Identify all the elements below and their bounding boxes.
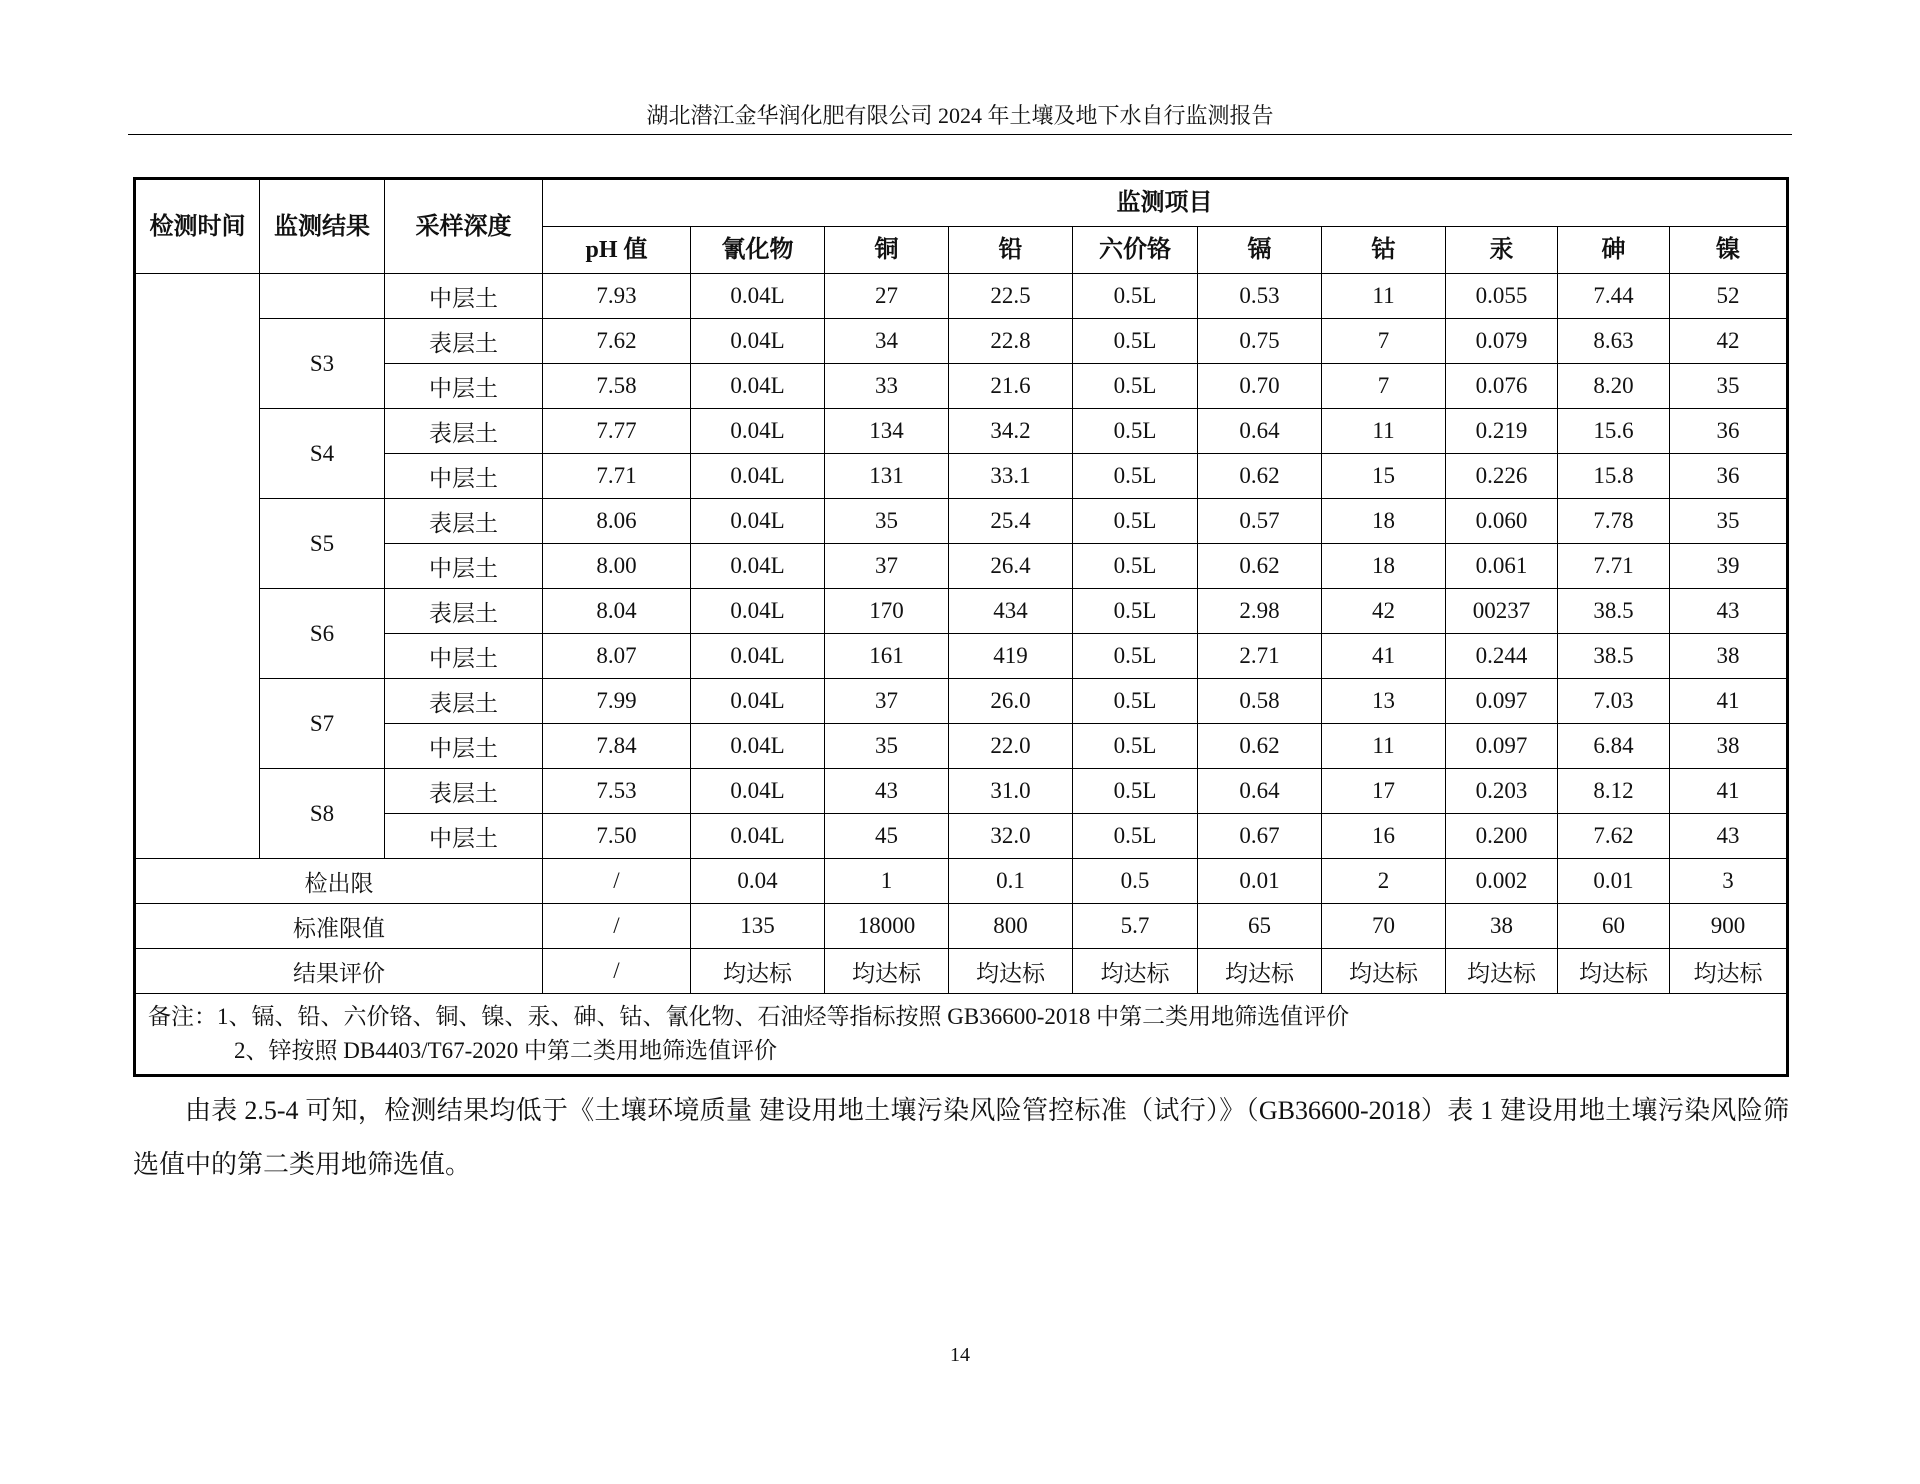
value-cell: 0.70 [1198, 364, 1322, 409]
value-cell: 22.8 [949, 319, 1073, 364]
value-cell: 7 [1322, 319, 1446, 364]
value-cell: 7.62 [1558, 814, 1670, 859]
value-cell: 131 [825, 454, 949, 499]
depth-cell: 表层土 [385, 409, 543, 454]
value-cell: 7.93 [543, 274, 691, 319]
value-cell: 26.4 [949, 544, 1073, 589]
summary-label: 结果评价 [135, 949, 543, 994]
value-cell: 2.98 [1198, 589, 1322, 634]
value-cell: 37 [825, 679, 949, 724]
site-cell: S7 [260, 679, 385, 769]
depth-cell: 表层土 [385, 589, 543, 634]
value-cell: 11 [1322, 274, 1446, 319]
summary-value: 0.1 [949, 859, 1073, 904]
value-cell: 38 [1670, 724, 1788, 769]
depth-cell: 中层土 [385, 274, 543, 319]
value-cell: 15.8 [1558, 454, 1670, 499]
summary-value: 0.04 [691, 859, 825, 904]
value-cell: 17 [1322, 769, 1446, 814]
summary-row [135, 904, 1788, 949]
value-cell: 0.53 [1198, 274, 1322, 319]
value-cell: 38 [1670, 634, 1788, 679]
summary-value: 均达标 [1558, 949, 1670, 994]
value-cell: 8.06 [543, 499, 691, 544]
value-cell: 0.076 [1446, 364, 1558, 409]
value-cell: 13 [1322, 679, 1446, 724]
value-cell: 6.84 [1558, 724, 1670, 769]
value-cell: 0.64 [1198, 409, 1322, 454]
value-cell: 0.04L [691, 814, 825, 859]
depth-cell: 中层土 [385, 814, 543, 859]
summary-value: 0.01 [1558, 859, 1670, 904]
value-cell: 7.71 [543, 454, 691, 499]
summary-value: / [543, 949, 691, 994]
value-cell: 0.5L [1073, 499, 1198, 544]
value-cell: 36 [1670, 454, 1788, 499]
table-row [135, 409, 1788, 454]
value-cell: 0.04L [691, 454, 825, 499]
value-cell: 52 [1670, 274, 1788, 319]
value-cell: 15.6 [1558, 409, 1670, 454]
notes-cell [135, 994, 1788, 1076]
value-cell: 0.060 [1446, 499, 1558, 544]
summary-value: 5.7 [1073, 904, 1198, 949]
page-header-title: 湖北潜江金华润化肥有限公司 2024 年土壤及地下水自行监测报告 [646, 103, 1274, 128]
summary-value: 65 [1198, 904, 1322, 949]
value-cell: 43 [1670, 589, 1788, 634]
table-row [135, 589, 1788, 634]
value-cell: 2.71 [1198, 634, 1322, 679]
value-cell: 0.67 [1198, 814, 1322, 859]
value-cell: 33 [825, 364, 949, 409]
value-cell: 27 [825, 274, 949, 319]
site-cell: S8 [260, 769, 385, 859]
value-cell: 0.203 [1446, 769, 1558, 814]
value-cell: 8.07 [543, 634, 691, 679]
site-cell: S4 [260, 409, 385, 499]
value-cell: 0.5L [1073, 634, 1198, 679]
header-item: 铅 [949, 227, 1073, 274]
value-cell: 0.5L [1073, 409, 1198, 454]
summary-value: 0.002 [1446, 859, 1558, 904]
summary-value: / [543, 904, 691, 949]
header-detection-time: 检测时间 [135, 179, 260, 274]
header-monitoring-items: 监测项目 [543, 179, 1788, 227]
value-cell: 15 [1322, 454, 1446, 499]
value-cell: 0.097 [1446, 724, 1558, 769]
header-item: 砷 [1558, 227, 1670, 274]
summary-value: / [543, 859, 691, 904]
value-cell: 7.62 [543, 319, 691, 364]
depth-cell: 表层土 [385, 679, 543, 724]
value-cell: 00237 [1446, 589, 1558, 634]
summary-value: 135 [691, 904, 825, 949]
table-row [135, 769, 1788, 814]
summary-value: 1 [825, 859, 949, 904]
header-item: 镉 [1198, 227, 1322, 274]
value-cell: 0.061 [1446, 544, 1558, 589]
table-row [135, 679, 1788, 724]
value-cell: 161 [825, 634, 949, 679]
value-cell: 42 [1670, 319, 1788, 364]
summary-value: 均达标 [825, 949, 949, 994]
header-sampling-depth: 采样深度 [385, 179, 543, 274]
value-cell: 32.0 [949, 814, 1073, 859]
value-cell: 34.2 [949, 409, 1073, 454]
value-cell: 170 [825, 589, 949, 634]
value-cell: 0.5L [1073, 544, 1198, 589]
value-cell: 7.44 [1558, 274, 1670, 319]
value-cell: 7 [1322, 364, 1446, 409]
value-cell: 45 [825, 814, 949, 859]
value-cell: 7.50 [543, 814, 691, 859]
value-cell: 41 [1670, 679, 1788, 724]
value-cell: 25.4 [949, 499, 1073, 544]
value-cell: 0.226 [1446, 454, 1558, 499]
summary-value: 均达标 [691, 949, 825, 994]
summary-value: 均达标 [1198, 949, 1322, 994]
value-cell: 35 [825, 724, 949, 769]
monitoring-results-table [133, 177, 1789, 1077]
value-cell: 0.04L [691, 499, 825, 544]
table-row [135, 319, 1788, 364]
depth-cell: 表层土 [385, 499, 543, 544]
value-cell: 0.62 [1198, 454, 1322, 499]
summary-value: 0.01 [1198, 859, 1322, 904]
value-cell: 34 [825, 319, 949, 364]
value-cell: 0.62 [1198, 544, 1322, 589]
summary-value: 均达标 [1446, 949, 1558, 994]
value-cell: 0.64 [1198, 769, 1322, 814]
value-cell: 419 [949, 634, 1073, 679]
value-cell: 0.219 [1446, 409, 1558, 454]
value-cell: 0.200 [1446, 814, 1558, 859]
value-cell: 0.5L [1073, 274, 1198, 319]
summary-value: 0.5 [1073, 859, 1198, 904]
value-cell: 0.04L [691, 544, 825, 589]
value-cell: 0.04L [691, 409, 825, 454]
summary-value: 800 [949, 904, 1073, 949]
value-cell: 18 [1322, 499, 1446, 544]
header-item: 钴 [1322, 227, 1446, 274]
summary-value: 均达标 [1670, 949, 1788, 994]
value-cell: 0.5L [1073, 724, 1198, 769]
value-cell: 0.5L [1073, 769, 1198, 814]
value-cell: 35 [1670, 364, 1788, 409]
site-cell [260, 274, 385, 319]
value-cell: 7.71 [1558, 544, 1670, 589]
conclusion-paragraph: 由表 2.5-4 可知，检测结果均低于《土壤环境质量 建设用地土壤污染风险管控标准（试行）》（GB36600-2018）表 1 建设用地土壤污染风险筛选值中的第二类用地筛选值。 [133, 1096, 1789, 1179]
value-cell: 8.20 [1558, 364, 1670, 409]
summary-value: 70 [1322, 904, 1446, 949]
header-item: 六价铬 [1073, 227, 1198, 274]
value-cell: 0.58 [1198, 679, 1322, 724]
summary-row [135, 859, 1788, 904]
summary-value: 均达标 [949, 949, 1073, 994]
summary-value: 18000 [825, 904, 949, 949]
note-line: 备注：1、镉、铅、六价铬、铜、镍、汞、砷、钴、氰化物、石油烃等指标按照 GB36600-2018 中第二类用地筛选值评价 [148, 1004, 1350, 1029]
value-cell: 434 [949, 589, 1073, 634]
summary-value: 3 [1670, 859, 1788, 904]
value-cell: 0.5L [1073, 679, 1198, 724]
value-cell: 7.03 [1558, 679, 1670, 724]
site-cell: S5 [260, 499, 385, 589]
value-cell: 43 [1670, 814, 1788, 859]
value-cell: 42 [1322, 589, 1446, 634]
detection-time-cell [135, 274, 260, 859]
summary-value: 2 [1322, 859, 1446, 904]
value-cell: 8.12 [1558, 769, 1670, 814]
value-cell: 0.04L [691, 319, 825, 364]
header-item: 镍 [1670, 227, 1788, 274]
summary-label: 标准限值 [135, 904, 543, 949]
value-cell: 37 [825, 544, 949, 589]
value-cell: 0.04L [691, 724, 825, 769]
value-cell: 26.0 [949, 679, 1073, 724]
summary-value: 均达标 [1322, 949, 1446, 994]
value-cell: 7.77 [543, 409, 691, 454]
summary-label: 检出限 [135, 859, 543, 904]
value-cell: 8.63 [1558, 319, 1670, 364]
value-cell: 0.62 [1198, 724, 1322, 769]
value-cell: 7.58 [543, 364, 691, 409]
value-cell: 0.5L [1073, 814, 1198, 859]
summary-value: 900 [1670, 904, 1788, 949]
header-item: 铜 [825, 227, 949, 274]
summary-value: 均达标 [1073, 949, 1198, 994]
value-cell: 38.5 [1558, 634, 1670, 679]
value-cell: 7.99 [543, 679, 691, 724]
summary-value: 60 [1558, 904, 1670, 949]
value-cell: 16 [1322, 814, 1446, 859]
note-line: 2、锌按照 DB4403/T67-2020 中第二类用地筛选值评价 [234, 1038, 778, 1063]
value-cell: 43 [825, 769, 949, 814]
page-number: 14 [950, 1344, 970, 1366]
value-cell: 0.04L [691, 364, 825, 409]
depth-cell: 中层土 [385, 454, 543, 499]
value-cell: 41 [1670, 769, 1788, 814]
header-item: pH 值 [543, 227, 691, 274]
value-cell: 0.04L [691, 679, 825, 724]
value-cell: 35 [1670, 499, 1788, 544]
value-cell: 35 [825, 499, 949, 544]
depth-cell: 表层土 [385, 769, 543, 814]
depth-cell: 中层土 [385, 724, 543, 769]
value-cell: 0.04L [691, 589, 825, 634]
value-cell: 11 [1322, 409, 1446, 454]
value-cell: 21.6 [949, 364, 1073, 409]
site-cell: S3 [260, 319, 385, 409]
value-cell: 18 [1322, 544, 1446, 589]
value-cell: 8.00 [543, 544, 691, 589]
header-divider [128, 134, 1792, 135]
value-cell: 0.244 [1446, 634, 1558, 679]
value-cell: 33.1 [949, 454, 1073, 499]
table-row [135, 499, 1788, 544]
header-item: 汞 [1446, 227, 1558, 274]
depth-cell: 表层土 [385, 319, 543, 364]
header-item: 氰化物 [691, 227, 825, 274]
value-cell: 8.04 [543, 589, 691, 634]
value-cell: 0.04L [691, 769, 825, 814]
value-cell: 7.53 [543, 769, 691, 814]
value-cell: 0.5L [1073, 364, 1198, 409]
depth-cell: 中层土 [385, 364, 543, 409]
header-monitoring-result: 监测结果 [260, 179, 385, 274]
value-cell: 41 [1322, 634, 1446, 679]
value-cell: 0.57 [1198, 499, 1322, 544]
value-cell: 0.04L [691, 634, 825, 679]
value-cell: 22.0 [949, 724, 1073, 769]
value-cell: 0.75 [1198, 319, 1322, 364]
value-cell: 0.5L [1073, 319, 1198, 364]
value-cell: 0.079 [1446, 319, 1558, 364]
value-cell: 0.5L [1073, 589, 1198, 634]
value-cell: 36 [1670, 409, 1788, 454]
value-cell: 7.84 [543, 724, 691, 769]
value-cell: 0.055 [1446, 274, 1558, 319]
summary-value: 38 [1446, 904, 1558, 949]
notes-row [135, 994, 1788, 1076]
value-cell: 11 [1322, 724, 1446, 769]
value-cell: 0.04L [691, 274, 825, 319]
summary-row [135, 949, 1788, 994]
value-cell: 31.0 [949, 769, 1073, 814]
value-cell: 22.5 [949, 274, 1073, 319]
value-cell: 38.5 [1558, 589, 1670, 634]
table-row [135, 274, 1788, 319]
value-cell: 0.5L [1073, 454, 1198, 499]
site-cell: S6 [260, 589, 385, 679]
value-cell: 39 [1670, 544, 1788, 589]
value-cell: 134 [825, 409, 949, 454]
value-cell: 7.78 [1558, 499, 1670, 544]
depth-cell: 中层土 [385, 544, 543, 589]
depth-cell: 中层土 [385, 634, 543, 679]
value-cell: 0.097 [1446, 679, 1558, 724]
